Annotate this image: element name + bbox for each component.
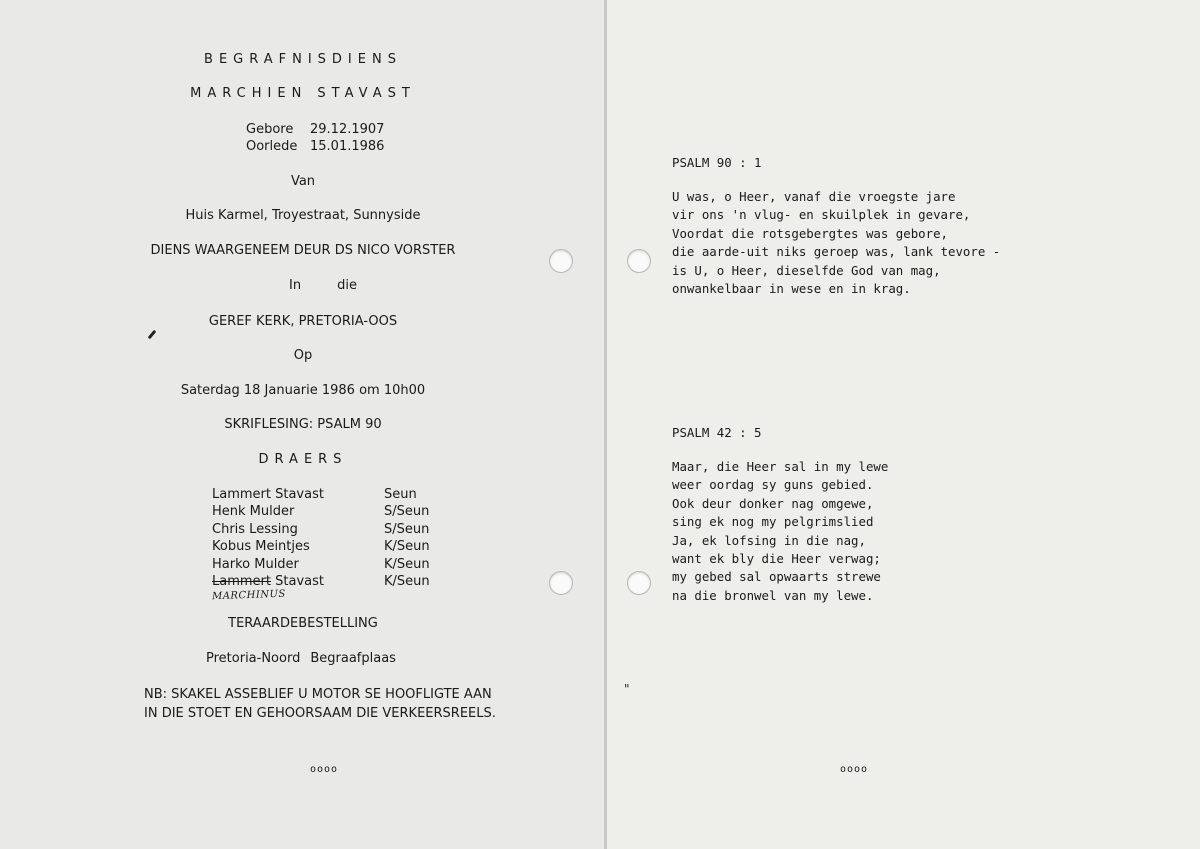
bearer-relation: K/Seun <box>384 556 430 572</box>
binder-hole <box>627 249 651 273</box>
bearer-row <box>212 503 430 520</box>
bearer-name: Lammert Stavast <box>212 487 324 502</box>
bearers-heading: DRAERS <box>258 452 348 467</box>
in-label: In <box>289 278 302 293</box>
psalm-90-title: PSALM 90 : 1 <box>672 155 762 170</box>
bearer-row <box>212 486 430 503</box>
from-label: Van <box>290 174 316 189</box>
handwritten-correction: MARCHINUS <box>211 588 287 603</box>
right-footer-dots: oooo <box>840 764 869 775</box>
quote-mark: " <box>624 682 630 696</box>
born-label: Gebore <box>246 122 294 137</box>
psalm-42-title: PSALM 42 : 5 <box>672 425 762 440</box>
life-dates <box>246 121 384 155</box>
bearer-surname: Stavast <box>275 574 324 590</box>
bearer-name: Harko Mulder <box>212 556 299 572</box>
burial-heading: TERAARDEBESTELLING <box>228 616 378 631</box>
notice-line-1: NB: SKAKEL ASSEBLIEF U MOTOR SE HOOFLIGTE AAN <box>144 687 492 702</box>
deceased-name: MARCHIEN STAVAST <box>190 86 416 101</box>
died-date: 15.01.1986 <box>310 139 385 154</box>
bearer-name: Henk Mulder <box>212 504 295 520</box>
bearer-row <box>212 521 430 538</box>
cemetery <box>206 651 396 666</box>
psalm-42-text: Maar, die Heer sal in my lewe weer oordag sy guns gebied. Ook deur donker nag omgewe, sing ek nog my pelgrimslied Ja, ek lofsing in die nag, want ek bly die Heer verwag; my gebed sal opwaarts strewe na die bronwel van my lewe. <box>672 459 889 603</box>
cemetery-label: Begraafplaas <box>310 651 396 666</box>
bearer-relation: Seun <box>384 487 417 502</box>
bearer-relation: K/Seun <box>384 539 430 555</box>
bearer-row-corrected <box>212 573 430 590</box>
bearer-name: Chris Lessing <box>212 521 298 537</box>
the-label: die <box>337 278 357 293</box>
bearer-relation: K/Seun <box>384 574 430 590</box>
psalm-90-text: U was, o Heer, vanaf die vroegste jare vir ons 'n vlug- en skuilplek in gevare, Voordat die rotsgebergtes was gebore, die aarde-uit niks geroep was, lank tevore - is U, o Heer, dieselfde God van mag, onwankelbaar in wese en in krag. <box>672 189 1001 297</box>
traffic-notice <box>144 685 496 723</box>
bearer-row <box>212 538 430 555</box>
on-label: Op <box>293 348 313 363</box>
died-label: Oorlede <box>246 139 298 154</box>
in-the-row <box>289 278 357 293</box>
bearer-relation: S/Seun <box>384 521 430 537</box>
bearers-list <box>212 486 430 590</box>
struck-first-name: Lammert <box>212 574 271 590</box>
born-date: 29.12.1907 <box>310 122 385 137</box>
cemetery-place: Pretoria-Noord <box>206 651 301 666</box>
bearer-row <box>212 556 430 573</box>
notice-line-2: IN DIE STOET EN GEHOORSAAM DIE VERKEERSREELS. <box>144 706 496 721</box>
bearer-relation: S/Seun <box>384 504 430 520</box>
born-row <box>246 121 384 138</box>
scripture-reading: SKRIFLESING: PSALM 90 <box>224 417 382 432</box>
died-row <box>246 138 384 155</box>
binder-hole <box>627 571 651 595</box>
binder-hole <box>549 249 573 273</box>
bearer-name: Kobus Meintjes <box>212 539 310 555</box>
service-heading: BEGRAFNISDIENS <box>204 52 402 67</box>
binder-hole <box>549 571 573 595</box>
address: Huis Karmel, Troyestraat, Sunnyside <box>185 208 421 223</box>
officiant: DIENS WAARGENEEM DEUR DS NICO VORSTER <box>150 243 456 258</box>
church: GEREF KERK, PRETORIA-OOS <box>208 314 398 329</box>
left-footer-dots: oooo <box>310 764 339 775</box>
service-datetime: Saterdag 18 Januarie 1986 om 10h00 <box>180 383 426 398</box>
